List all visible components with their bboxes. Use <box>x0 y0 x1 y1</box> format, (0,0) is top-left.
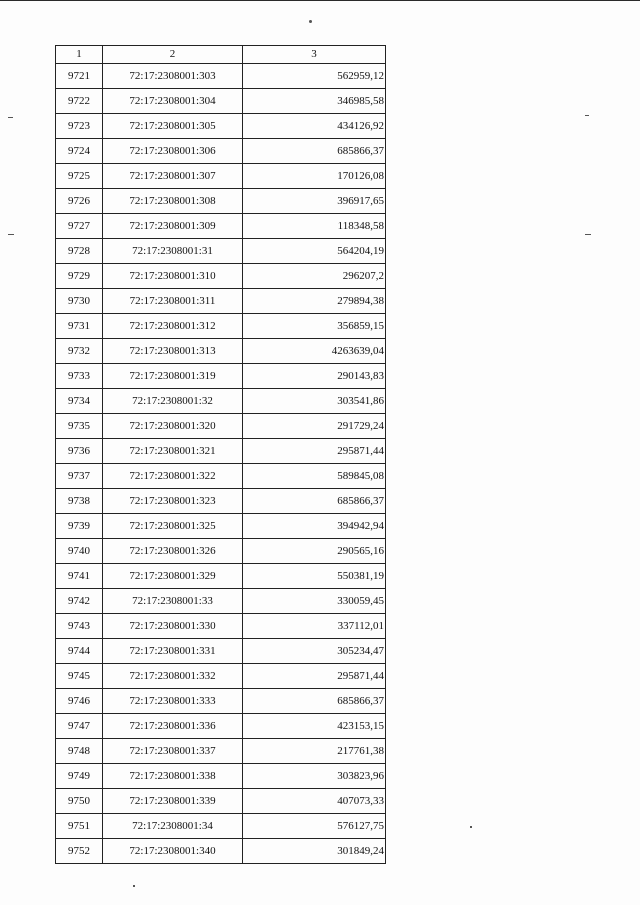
table-row <box>56 764 386 789</box>
table-row <box>56 814 386 839</box>
value-cell: 564204,19 <box>243 239 386 264</box>
value-cell: 303823,96 <box>243 764 386 789</box>
row-number-cell: 9749 <box>56 764 103 789</box>
cadastral-number-cell: 72:17:2308001:32 <box>103 389 243 414</box>
row-number-cell: 9747 <box>56 714 103 739</box>
row-number-cell: 9736 <box>56 439 103 464</box>
column-header-2: 2 <box>103 46 243 64</box>
scan-speck <box>585 115 589 116</box>
value-cell: 394942,94 <box>243 514 386 539</box>
value-cell: 295871,44 <box>243 664 386 689</box>
value-cell: 346985,58 <box>243 89 386 114</box>
cadastral-number-cell: 72:17:2308001:31 <box>103 239 243 264</box>
table-row <box>56 239 386 264</box>
table-row <box>56 689 386 714</box>
value-cell: 356859,15 <box>243 314 386 339</box>
cadastral-number-cell: 72:17:2308001:33 <box>103 589 243 614</box>
data-table <box>55 45 386 864</box>
table-row <box>56 564 386 589</box>
table-row <box>56 364 386 389</box>
table-row <box>56 139 386 164</box>
table-row <box>56 439 386 464</box>
cadastral-number-cell: 72:17:2308001:303 <box>103 64 243 89</box>
value-cell: 303541,86 <box>243 389 386 414</box>
value-cell: 337112,01 <box>243 614 386 639</box>
table-row <box>56 264 386 289</box>
row-number-cell: 9748 <box>56 739 103 764</box>
row-number-cell: 9733 <box>56 364 103 389</box>
row-number-cell: 9723 <box>56 114 103 139</box>
cadastral-number-cell: 72:17:2308001:306 <box>103 139 243 164</box>
cadastral-number-cell: 72:17:2308001:340 <box>103 839 243 864</box>
scan-speck <box>133 885 135 887</box>
row-number-cell: 9726 <box>56 189 103 214</box>
cadastral-number-cell: 72:17:2308001:305 <box>103 114 243 139</box>
cadastral-number-cell: 72:17:2308001:311 <box>103 289 243 314</box>
table-row <box>56 164 386 189</box>
row-number-cell: 9722 <box>56 89 103 114</box>
cadastral-number-cell: 72:17:2308001:322 <box>103 464 243 489</box>
table-row <box>56 539 386 564</box>
table-row <box>56 189 386 214</box>
row-number-cell: 9730 <box>56 289 103 314</box>
table-row <box>56 664 386 689</box>
table-row <box>56 339 386 364</box>
value-cell: 423153,15 <box>243 714 386 739</box>
value-cell: 589845,08 <box>243 464 386 489</box>
value-cell: 118348,58 <box>243 214 386 239</box>
cadastral-number-cell: 72:17:2308001:310 <box>103 264 243 289</box>
row-number-cell: 9745 <box>56 664 103 689</box>
row-number-cell: 9729 <box>56 264 103 289</box>
table-row <box>56 489 386 514</box>
value-cell: 305234,47 <box>243 639 386 664</box>
cadastral-number-cell: 72:17:2308001:321 <box>103 439 243 464</box>
page-top-edge <box>0 0 640 1</box>
scan-speck <box>309 20 312 23</box>
table-row <box>56 639 386 664</box>
table-row <box>56 839 386 864</box>
table-row <box>56 289 386 314</box>
cadastral-number-cell: 72:17:2308001:337 <box>103 739 243 764</box>
value-cell: 685866,37 <box>243 489 386 514</box>
value-cell: 685866,37 <box>243 139 386 164</box>
cadastral-number-cell: 72:17:2308001:308 <box>103 189 243 214</box>
table-row <box>56 89 386 114</box>
value-cell: 562959,12 <box>243 64 386 89</box>
table-row <box>56 414 386 439</box>
table-row <box>56 614 386 639</box>
row-number-cell: 9732 <box>56 339 103 364</box>
row-number-cell: 9740 <box>56 539 103 564</box>
cadastral-number-cell: 72:17:2308001:34 <box>103 814 243 839</box>
row-number-cell: 9734 <box>56 389 103 414</box>
value-cell: 296207,2 <box>243 264 386 289</box>
row-number-cell: 9725 <box>56 164 103 189</box>
table-row <box>56 739 386 764</box>
cadastral-number-cell: 72:17:2308001:307 <box>103 164 243 189</box>
cadastral-number-cell: 72:17:2308001:329 <box>103 564 243 589</box>
value-cell: 434126,92 <box>243 114 386 139</box>
row-number-cell: 9751 <box>56 814 103 839</box>
row-number-cell: 9744 <box>56 639 103 664</box>
row-number-cell: 9742 <box>56 589 103 614</box>
scan-speck <box>470 826 472 828</box>
value-cell: 295871,44 <box>243 439 386 464</box>
cadastral-number-cell: 72:17:2308001:319 <box>103 364 243 389</box>
value-cell: 576127,75 <box>243 814 386 839</box>
table-body <box>56 64 386 864</box>
row-number-cell: 9752 <box>56 839 103 864</box>
table-row <box>56 464 386 489</box>
row-number-cell: 9721 <box>56 64 103 89</box>
cadastral-number-cell: 72:17:2308001:336 <box>103 714 243 739</box>
column-header-3: 3 <box>243 46 386 64</box>
value-cell: 330059,45 <box>243 589 386 614</box>
table-row <box>56 114 386 139</box>
table-row <box>56 64 386 89</box>
row-number-cell: 9738 <box>56 489 103 514</box>
column-header-1: 1 <box>56 46 103 64</box>
row-number-cell: 9743 <box>56 614 103 639</box>
cadastral-number-cell: 72:17:2308001:339 <box>103 789 243 814</box>
table-row <box>56 789 386 814</box>
table-row <box>56 589 386 614</box>
value-cell: 550381,19 <box>243 564 386 589</box>
cadastral-number-cell: 72:17:2308001:325 <box>103 514 243 539</box>
scan-speck <box>585 234 591 235</box>
table-row <box>56 314 386 339</box>
row-number-cell: 9739 <box>56 514 103 539</box>
cadastral-number-cell: 72:17:2308001:338 <box>103 764 243 789</box>
value-cell: 685866,37 <box>243 689 386 714</box>
cadastral-number-cell: 72:17:2308001:320 <box>103 414 243 439</box>
cadastral-number-cell: 72:17:2308001:330 <box>103 614 243 639</box>
value-cell: 279894,38 <box>243 289 386 314</box>
row-number-cell: 9741 <box>56 564 103 589</box>
cadastral-number-cell: 72:17:2308001:323 <box>103 489 243 514</box>
value-cell: 170126,08 <box>243 164 386 189</box>
row-number-cell: 9724 <box>56 139 103 164</box>
table-row <box>56 514 386 539</box>
value-cell: 301849,24 <box>243 839 386 864</box>
row-number-cell: 9737 <box>56 464 103 489</box>
cadastral-number-cell: 72:17:2308001:313 <box>103 339 243 364</box>
value-cell: 291729,24 <box>243 414 386 439</box>
table-row <box>56 714 386 739</box>
value-cell: 217761,38 <box>243 739 386 764</box>
table-header-row <box>56 46 386 64</box>
cadastral-number-cell: 72:17:2308001:304 <box>103 89 243 114</box>
cadastral-number-cell: 72:17:2308001:333 <box>103 689 243 714</box>
cadastral-number-cell: 72:17:2308001:332 <box>103 664 243 689</box>
value-cell: 4263639,04 <box>243 339 386 364</box>
row-number-cell: 9750 <box>56 789 103 814</box>
row-number-cell: 9735 <box>56 414 103 439</box>
row-number-cell: 9728 <box>56 239 103 264</box>
value-cell: 396917,65 <box>243 189 386 214</box>
cadastral-number-cell: 72:17:2308001:331 <box>103 639 243 664</box>
scan-speck <box>8 234 14 235</box>
scan-speck <box>8 117 13 118</box>
row-number-cell: 9727 <box>56 214 103 239</box>
value-cell: 290565,16 <box>243 539 386 564</box>
row-number-cell: 9731 <box>56 314 103 339</box>
value-cell: 290143,83 <box>243 364 386 389</box>
cadastral-number-cell: 72:17:2308001:312 <box>103 314 243 339</box>
table-row <box>56 389 386 414</box>
cadastral-number-cell: 72:17:2308001:326 <box>103 539 243 564</box>
row-number-cell: 9746 <box>56 689 103 714</box>
value-cell: 407073,33 <box>243 789 386 814</box>
cadastral-number-cell: 72:17:2308001:309 <box>103 214 243 239</box>
table-row <box>56 214 386 239</box>
